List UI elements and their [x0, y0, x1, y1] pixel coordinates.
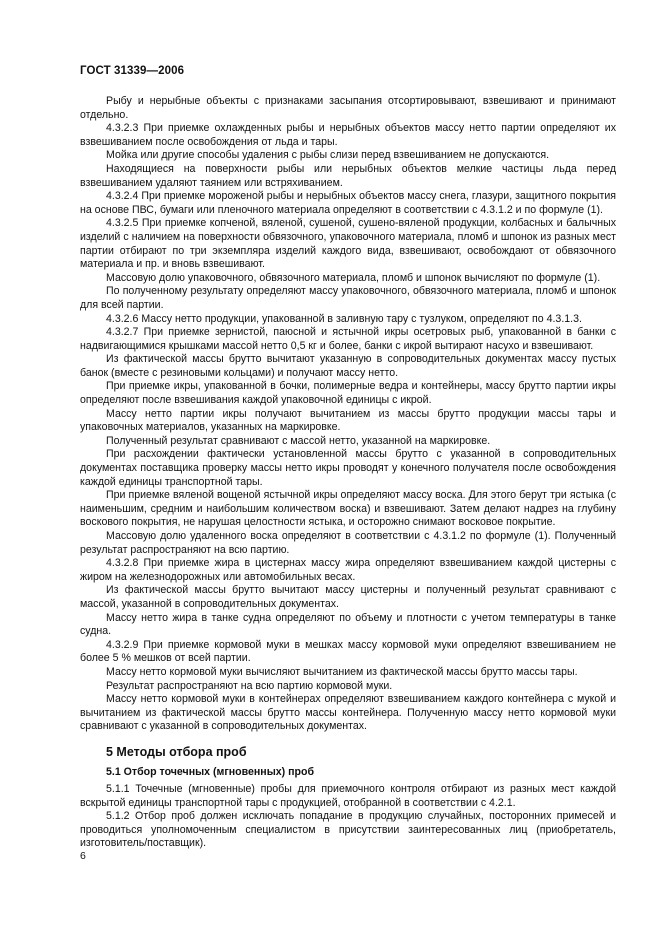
paragraph: Массу нетто партии икры получают вычитанием из массы брутто продукции массы тары и упаковочных материалов, указанных на маркировке. — [80, 407, 616, 434]
paragraph: Массу нетто кормовой муки в контейнерах определяют взвешиванием каждого контейнера с мукой и вычитанием из фактической массы брутто массы контейнера. Полученную массу нетто кормовой муки сравнивают с указанной в сопроводительных документах. — [80, 693, 616, 733]
paragraph: При приемке вяленой вощеной ястычной икры определяют массу воска. Для этого берут три ястыка (с наименьшим, средним и наибольшим количеством воска) и взвешивают. Затем делают надрез на глубину воскового покрытия, не нарушая целостности ястыка, и осторожно снимают восковое покрытие. — [80, 489, 616, 529]
paragraph: Находящиеся на поверхности рыбы или нерыбных объектов мелкие частицы льда перед взвешиванием удаляют таянием или встряхиванием. — [80, 162, 616, 189]
paragraph: 4.3.2.5 При приемке копченой, вяленой, сушеной, сушено-вяленой продукции, колбасных и балычных изделий с наличием на поверхности обвязочного, упаковочного материала, пломб и шпонок из разных мест партии отбирают по три экземпляра изделий каждого вида, взвешивают, освобождают от обвязочного материала и пр. и вновь взвешивают. — [80, 217, 616, 271]
paragraph: Из фактической массы брутто вычитают указанную в сопроводительных документах массу пустых банок (вместе с резиновыми кольцами) и получают массу нетто. — [80, 353, 616, 379]
paragraph: 4.3.2.6 Массу нетто продукции, упакованной в заливную тару с тузлуком, определяют по 4.3.1.3. — [106, 312, 582, 325]
paragraph: 4.3.2.8 При приемке жира в цистернах массу жира определяют взвешиванием каждой цистерны с жиром на железнодорожных или автомобильных весах. — [80, 557, 616, 583]
paragraph: По полученному результату определяют массу упаковочного, обвязочного материала, пломб и шпонок для всей партии. — [80, 285, 616, 311]
paragraph: При приемке икры, упакованной в бочки, полимерные ведра и контейнеры, массу брутто партии икры определяют после взвешивания каждой упаковочной единицы с икрой. — [80, 380, 616, 407]
paragraph: Полученный результат сравнивают с массой нетто, указанной на маркировке. — [106, 434, 491, 447]
paragraph: 4.3.2.4 При приемке мороженой рыбы и нерыбных объектов массу снега, глазури, защитного покрытия на основе ПВС, бумаги или пленочного материала определяют в соответствии с 4.3.1.2 и по формуле (1). — [80, 190, 616, 216]
paragraph: 4.3.2.7 При приемке зернистой, паюсной и ястычной икры осетровых рыб, упакованной в банки с надвигающимися крышками массой нетто 0,5 кг и более, банки с икрой вытирают насухо и взвешивают. — [80, 326, 616, 352]
section-title: 5 Методы отбора проб — [106, 744, 247, 759]
paragraph: Мойка или другие способы удаления с рыбы слизи перед взвешиванием не допускаются. — [106, 149, 550, 162]
page-number: 6 — [80, 850, 86, 862]
paragraph: Результат распространяют на всю партию кормовой муки. — [106, 679, 393, 692]
paragraph: Массовую долю упаковочного, обвязочного материала, пломб и шпонок вычисляют по формуле (1). — [106, 271, 601, 284]
paragraph: Массу нетто жира в танке судна определяют по объему и плотности с учетом температуры в танке судна. — [80, 611, 616, 638]
paragraph: Массу нетто кормовой муки вычисляют вычитанием из фактической массы брутто массы тары. — [106, 665, 578, 678]
paragraph: 4.3.2.3 При приемке охлажденных рыбы и нерыбных объектов массу нетто партии определяют их взвешиванием после освобождения от льда и тары. — [80, 122, 616, 148]
document-header: ГОСТ 31339—2006 — [80, 65, 185, 77]
paragraph: При расхождении фактически установленной массы брутто с указанной в сопроводительных документах поставщика проверку массы нетто икры проводят у конечного получателя после освобождения каждой единицы транспортной тары. — [80, 448, 616, 488]
paragraph: Из фактической массы брутто вычитают массу цистерны и полученный результат сравнивают с массой, указанной в сопроводительных документах. — [80, 584, 616, 610]
paragraph: 5.1.2 Отбор проб должен исключать попадание в продукцию случайных, посторонних примесей и проводиться уполномоченным специалистом в присутствии заинтересованных лиц (приобретатель, изготовитель/поставщик). — [80, 810, 616, 850]
paragraph: 4.3.2.9 При приемке кормовой муки в мешках массу кормовой муки определяют взвешиванием не более 5 % мешков от всей партии. — [80, 638, 616, 665]
paragraph: Рыбу и нерыбные объекты с признаками засыпания отсортировывают, взвешивают и принимают отдельно. — [80, 95, 616, 121]
paragraph: 5.1.1 Точечные (мгновенные) пробы для приемочного контроля отбирают из разных мест каждой вскрытой единицы транспортной тары с продукцией, отобранной в соответствии с 4.2.1. — [80, 783, 616, 809]
document-body — [80, 95, 616, 851]
subsection-title: 5.1 Отбор точечных (мгновенных) проб — [106, 765, 314, 778]
paragraph: Массовую долю удаленного воска определяют в соответствии с 4.3.1.2 по формуле (1). Полученный результат распространяют на всю партию. — [80, 530, 616, 556]
